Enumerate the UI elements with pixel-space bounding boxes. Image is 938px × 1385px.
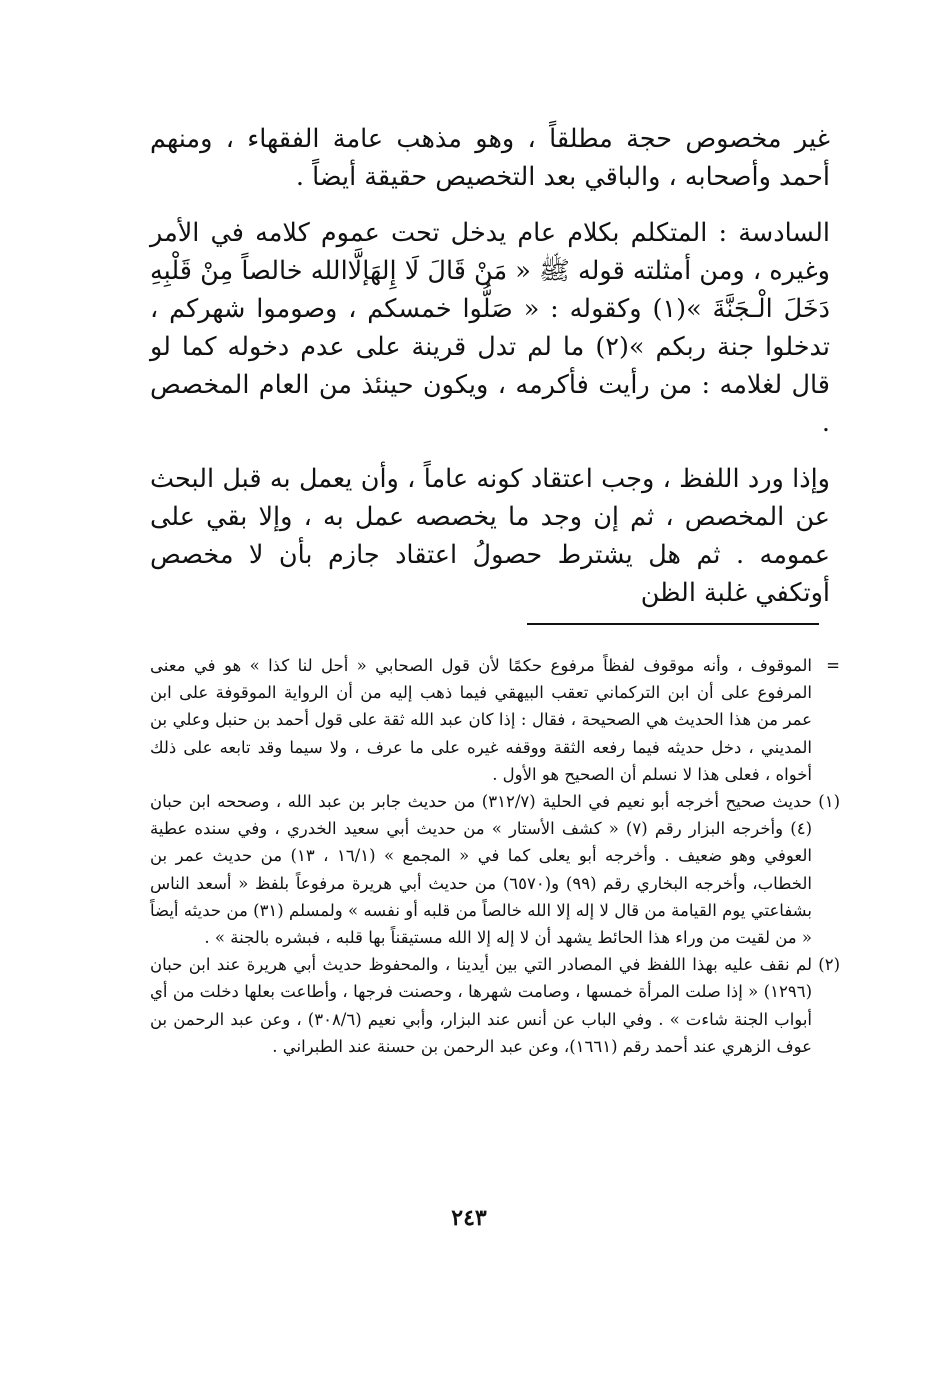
footnote-continuation: [150, 652, 840, 788]
footnote-text: حديث صحيح أخرجه أبو نعيم في الحلية (٣١٢/٧) من حديث جابر بن عبد الله ، وصححه ابن حبان (٤) وأخرجه البزار رقم (٧) « كشف الأستار » من حديث أبي سعيد الخدري ، وفي سنده عطية العوفي وهو ضعيف . وأخرجه أبو يعلى كما في « المجمع » (١٦/١ ، ١٣) من حديث عمر بن الخطاب، وأخرجه البخاري رقم (٩٩) و(٦٥٧٠) من حديث أبي هريرة مرفوعاً بلفظ « أسعد الناس بشفاعتي يوم القيامة من قال لا إله إلا الله خالصاً من قلبه أو نفسه » ولمسلم (٣١) من حديثه أيضاً « من لقيت من وراء هذا الحائط يشهد أن لا إله إلا الله مستيقناً بها قلبه ، فبشره بالجنة » .: [150, 792, 812, 948]
footnote-continuation-text: الموقوف ، وأنه موقوف لفظاً مرفوع حكمًا لأن قول الصحابي « أحل لنا كذا » هو في معنى المرفوع على أن ابن التركماني تعقب البيهقي فيما ذهب إليه من أن الرواية الموقوفة على ابن عمر من هذا الحديث هي الصحيحة ، فقال : إذا كان عبد الله ثقة على قول أحمد بن حنبل وعلي بن المديني ، دخل حديثه فيما رفعه الثقة ووقفه غيره على ما عرف ، ولا سيما وقد تابعه على ذلك أخواه ، فعلى هذا لا نسلم أن الصحيح هو الأول .: [150, 656, 812, 784]
main-paragraph-2: السادسة : المتكلم بكلام عام يدخل تحت عموم كلامه في الأمر وغيره ، ومن أمثلته قوله ﷺ « مَنْ قَالَ لَا إِلهَإلَّاالله خالصاً مِنْ قَلْبِهِ دَخَلَ الْـجَنَّةَ »(١) وكقوله : « صَلُّوا خمسكم ، وصوموا شهركم ، تدخلوا جنة ربكم »(٢) ما لم تدل قرينة على عدم دخوله كما لو قال لغلامه : من رأيت فأكرمه ، ويكون حينئذ من العام المخصص .: [150, 218, 831, 438]
continuation-mark: =: [826, 656, 840, 675]
footnotes: [150, 652, 840, 1060]
footnote-2: [150, 951, 840, 1060]
page-number: ٢٤٣: [451, 1205, 487, 1231]
main-text: [150, 120, 830, 630]
footnote-number: (١): [818, 792, 840, 812]
footnote-separator: [527, 623, 819, 625]
footnote-text: لم نقف عليه بهذا اللفظ في المصادر التي بين أيدينا ، والمحفوظ حديث أبي هريرة عند ابن حبان (١٢٩٦) « إذا صلت المرأة خمسها ، وصامت شهرها ، وحصنت فرجها ، وأطاعت بعلها دخلت من أي أبواب الجنة شاءت » . وفي الباب عن أنس عند البزار، وأبي نعيم (٣٠٨/٦) ، وعن عبد الرحمن بن عوف الزهري عند أحمد رقم (١٦٦١)، وعن عبد الرحمن بن حسنة عند الطبراني .: [150, 955, 813, 1056]
footnote-number: (٢): [818, 955, 840, 975]
footnote-1: [150, 788, 840, 951]
main-paragraph-3: وإذا ورد اللفظ ، وجب اعتقاد كونه عاماً ، وأن يعمل به قبل البحث عن المخصص ، ثم إن وجد ما يخصصه عمل به ، وإلا بقي على عمومه . ثم هل يشترط حصولُ اعتقاد جازم بأن لا مخصص أوتكفي غلبة الظن: [150, 464, 830, 608]
main-paragraph-1: غير مخصوص حجة مطلقاً ، وهو مذهب عامة الفقهاء ، ومنهم أحمد وأصحابه ، والباقي بعد التخصيص حقيقة أيضاً .: [150, 124, 830, 192]
